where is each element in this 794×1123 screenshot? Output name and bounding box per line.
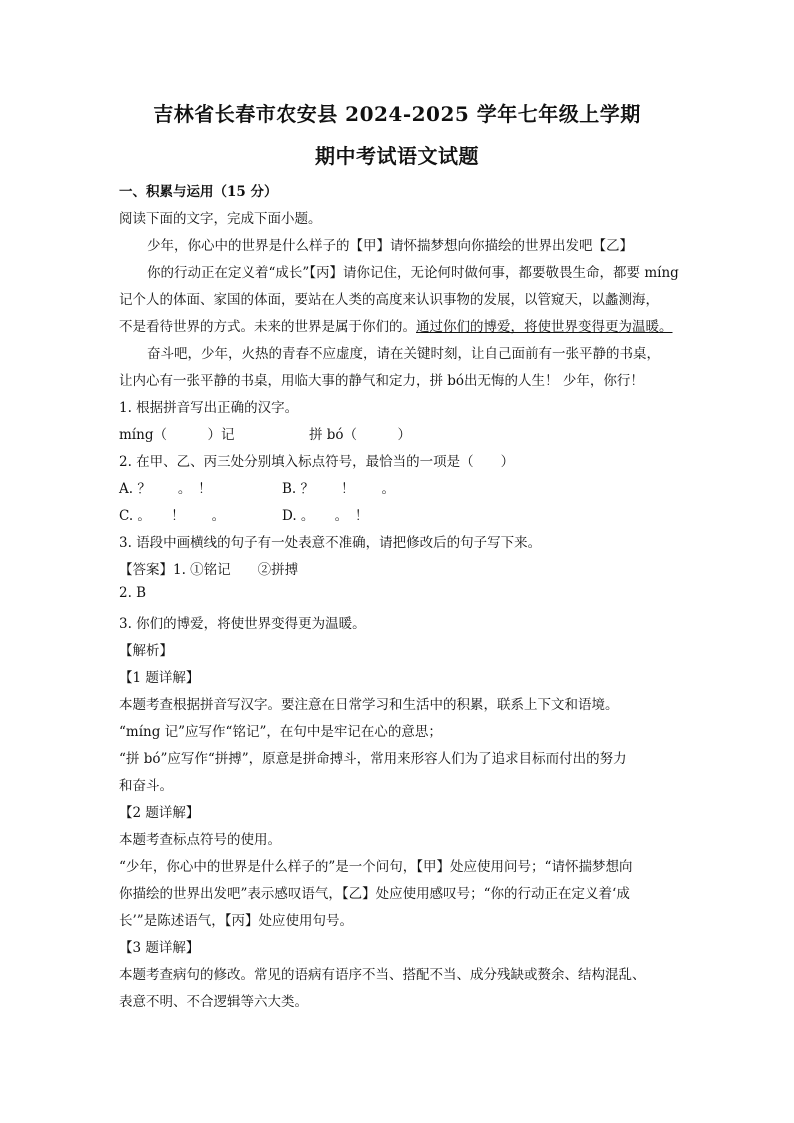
detail-3-label: 【3 题详解】 xyxy=(119,940,200,956)
detail-2-line-1: 本题考查标点符号的使用。 xyxy=(119,832,281,848)
option-c: C. 。 ！ 。 xyxy=(119,508,226,524)
question-3: 3. 语段中画横线的句子有一处表意不准确，请把修改后的句子写下来。 xyxy=(119,535,542,551)
detail-3-line-1: 本题考查病句的修改。常见的语病有语序不当、搭配不当、成分残缺或赘余、结构混乱、 xyxy=(119,967,646,983)
detail-1-line-2: “míng 记”应写作“铭记”，在句中是牢记在心的意思； xyxy=(119,724,442,740)
option-a: A. ？ 。 ！ xyxy=(119,481,212,497)
answer-label: 【答案】 xyxy=(119,562,173,578)
question-2-options-cd xyxy=(119,504,368,524)
passage-paragraph-2-line-3 xyxy=(119,315,673,335)
detail-2-line-3: 你描绘的世界出发吧”表示感叹语气，【乙】处应使用感叹号；“你的行动正在定义着‘成 xyxy=(119,886,630,902)
detail-1-line-3: “拼 bó”应写作“拼搏”，原意是拼命搏斗，常用来形容人们为了追求目标而付出的努力 xyxy=(119,751,627,767)
blank-pin-bo: 拼 bó（ ） xyxy=(309,427,412,443)
answer-3: 3. 你们的博爱，将使世界变得更为温暖。 xyxy=(119,616,366,632)
passage-plain-text: 不是看待世界的方式。未来的世界是属于你们的。 xyxy=(119,319,416,335)
answer-line-1 xyxy=(119,558,298,578)
option-d: D. 。 。 ！ xyxy=(282,508,369,524)
detail-1-line-1: 本题考查根据拼音写汉字。要注意在日常学习和生活中的积累，联系上下文和语境。 xyxy=(119,697,619,713)
passage-paragraph-2-line-2: 记个人的体面、家国的体面，要站在人类的高度来认识事物的发展，以管窥天，以蠡测海， xyxy=(119,292,659,308)
detail-2-line-2: “少年，你心中的世界是什么样子的”是一个问句，【甲】处应使用问号；“请怀揣梦想向 xyxy=(119,859,633,875)
question-1-blanks xyxy=(119,423,411,443)
title-line-2: 期中考试语文试题 xyxy=(315,144,479,168)
underlined-sentence: 通过你们的博爱，将使世界变得更为温暖。 xyxy=(416,319,673,335)
option-b: B. ？ ！ 。 xyxy=(282,481,396,497)
question-1: 1. 根据拼音写出正确的汉字。 xyxy=(119,400,299,416)
detail-3-line-2: 表意不明、不合逻辑等六大类。 xyxy=(119,994,308,1010)
passage-paragraph-3-line-2: 让内心有一张平静的书桌，用临大事的静气和定力，拼 bó出无悔的人生！ 少年，你行！ xyxy=(119,373,644,389)
passage-paragraph-2-line-1: 你的行动正在定义着“成长”【丙】请你记住，无论何时做何事，都要敬畏生命，都要 míng xyxy=(147,265,679,281)
analysis-label: 【解析】 xyxy=(119,643,173,659)
question-2-options-ab xyxy=(119,477,395,497)
title-line-1: 吉林省长春市农安县 2024-2025 学年七年级上学期 xyxy=(153,102,641,126)
instruction-text: 阅读下面的文字，完成下面小题。 xyxy=(119,211,322,227)
detail-1-line-4: 和奋斗。 xyxy=(119,778,173,794)
passage-paragraph-1: 少年，你心中的世界是什么样子的【甲】请怀揣梦想向你描绘的世界出发吧【乙】 xyxy=(147,238,633,254)
detail-2-line-4: 长’”是陈述语气，【丙】处应使用句号。 xyxy=(119,913,353,929)
passage-paragraph-3-line-1: 奋斗吧，少年，火热的青春不应虚度，请在关键时刻，让自己面前有一张平静的书桌， xyxy=(147,346,660,362)
answer-2: 2. B xyxy=(119,585,147,601)
detail-2-label: 【2 题详解】 xyxy=(119,805,200,821)
question-2: 2. 在甲、乙、丙三处分别填入标点符号，最恰当的一项是（ ） xyxy=(119,454,515,470)
section-heading: 一、积累与运用（15 分） xyxy=(119,184,278,200)
blank-ming-ji: míng（ ）记 xyxy=(119,427,235,443)
detail-1-label: 【1 题详解】 xyxy=(119,670,200,686)
answer-1: 1. ①铭记 ②拼搏 xyxy=(173,562,299,578)
